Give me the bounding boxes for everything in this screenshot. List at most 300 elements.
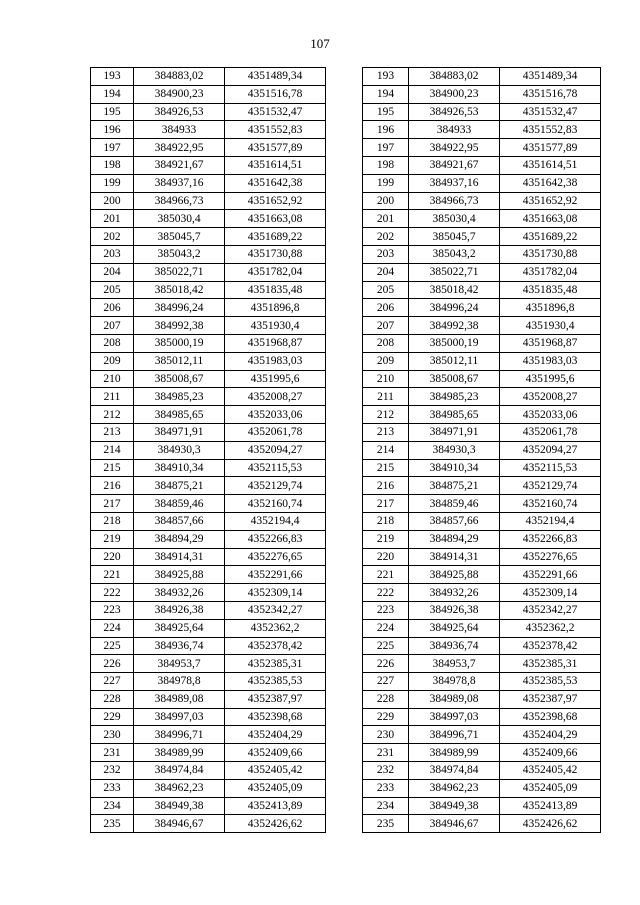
table-row [363,744,601,762]
y-coordinate-cell: 4352266,83 [225,530,326,548]
point-number-cell: 209 [363,352,409,370]
point-number-cell: 207 [91,317,134,335]
y-coordinate-cell: 4351614,51 [500,156,601,174]
point-number-cell: 201 [91,210,134,228]
x-coordinate-cell: 384992,38 [409,317,500,335]
table-row [363,406,601,424]
y-coordinate-cell: 4351930,4 [500,317,601,335]
table-row [363,156,601,174]
table-row [363,779,601,797]
table-row [91,210,326,228]
x-coordinate-cell: 385030,4 [409,210,500,228]
table-row [363,192,601,210]
point-number-cell: 228 [91,690,134,708]
x-coordinate-cell: 384936,74 [134,637,225,655]
y-coordinate-cell: 4351663,08 [225,210,326,228]
point-number-cell: 204 [91,263,134,281]
y-coordinate-cell: 4352033,06 [500,406,601,424]
table-row [91,797,326,815]
point-number-cell: 203 [91,245,134,263]
y-coordinate-cell: 4352385,53 [500,673,601,691]
table-row [91,245,326,263]
y-coordinate-cell: 4352309,14 [500,584,601,602]
y-coordinate-cell: 4351663,08 [500,210,601,228]
y-coordinate-cell: 4351532,47 [500,103,601,121]
point-number-cell: 222 [363,584,409,602]
point-number-cell: 201 [363,210,409,228]
point-number-cell: 225 [91,637,134,655]
point-number-cell: 220 [91,548,134,566]
point-number-cell: 200 [363,192,409,210]
x-coordinate-cell: 385012,11 [134,352,225,370]
table-row [363,762,601,780]
point-number-cell: 214 [363,441,409,459]
y-coordinate-cell: 4351835,48 [500,281,601,299]
x-coordinate-cell: 384946,67 [134,815,225,833]
y-coordinate-cell: 4351782,04 [500,263,601,281]
x-coordinate-cell: 384996,71 [409,726,500,744]
table-row [363,584,601,602]
x-coordinate-cell: 384997,03 [134,708,225,726]
table-row [91,103,326,121]
table-row [91,192,326,210]
table-row [91,156,326,174]
y-coordinate-cell: 4352160,74 [225,495,326,513]
y-coordinate-cell: 4351983,03 [225,352,326,370]
y-coordinate-cell: 4351968,87 [225,334,326,352]
y-coordinate-cell: 4351835,48 [225,281,326,299]
y-coordinate-cell: 4351995,6 [225,370,326,388]
x-coordinate-cell: 384985,65 [134,406,225,424]
y-coordinate-cell: 4351532,47 [225,103,326,121]
x-coordinate-cell: 384997,03 [409,708,500,726]
x-coordinate-cell: 384953,7 [134,655,225,673]
point-number-cell: 215 [91,459,134,477]
table-row [91,601,326,619]
y-coordinate-cell: 4352061,78 [500,423,601,441]
point-number-cell: 223 [91,601,134,619]
x-coordinate-cell: 385012,11 [409,352,500,370]
x-coordinate-cell: 384978,8 [134,673,225,691]
y-coordinate-cell: 4351689,22 [225,228,326,246]
y-coordinate-cell: 4351489,34 [225,68,326,86]
x-coordinate-cell: 384925,64 [134,619,225,637]
table-row [363,281,601,299]
table-row [91,584,326,602]
x-coordinate-cell: 384989,08 [134,690,225,708]
x-coordinate-cell: 384925,88 [409,566,500,584]
x-coordinate-cell: 384875,21 [134,477,225,495]
page-number: 107 [310,36,330,51]
x-coordinate-cell: 385045,7 [134,228,225,246]
table-row [363,708,601,726]
point-number-cell: 225 [363,637,409,655]
table-row [363,601,601,619]
x-coordinate-cell: 385030,4 [134,210,225,228]
y-coordinate-cell: 4352342,27 [500,601,601,619]
table-row [363,388,601,406]
y-coordinate-cell: 4352309,14 [225,584,326,602]
point-number-cell: 216 [363,477,409,495]
point-number-cell: 193 [363,68,409,86]
point-number-cell: 218 [91,512,134,530]
point-number-cell: 230 [363,726,409,744]
x-coordinate-cell: 385045,7 [409,228,500,246]
table-row [363,352,601,370]
x-coordinate-cell: 384962,23 [134,779,225,797]
table-row [91,121,326,139]
y-coordinate-cell: 4352276,65 [500,548,601,566]
table-row [91,690,326,708]
point-number-cell: 208 [91,334,134,352]
point-number-cell: 200 [91,192,134,210]
point-number-cell: 196 [363,121,409,139]
point-number-cell: 212 [363,406,409,424]
point-number-cell: 195 [91,103,134,121]
y-coordinate-cell: 4351516,78 [500,85,601,103]
table-row [91,673,326,691]
x-coordinate-cell: 384985,65 [409,406,500,424]
table-row [91,726,326,744]
y-coordinate-cell: 4352405,42 [225,762,326,780]
y-coordinate-cell: 4352426,62 [225,815,326,833]
point-number-cell: 234 [91,797,134,815]
x-coordinate-cell: 384922,95 [409,139,500,157]
point-number-cell: 222 [91,584,134,602]
coordinates-table-right [362,67,601,833]
x-coordinate-cell: 385043,2 [409,245,500,263]
x-coordinate-cell: 384922,95 [134,139,225,157]
y-coordinate-cell: 4352194,4 [500,512,601,530]
table-row [363,619,601,637]
x-coordinate-cell: 384949,38 [134,797,225,815]
x-coordinate-cell: 384894,29 [134,530,225,548]
x-coordinate-cell: 384910,34 [134,459,225,477]
x-coordinate-cell: 384859,46 [409,495,500,513]
table-row [91,299,326,317]
y-coordinate-cell: 4352362,2 [225,619,326,637]
table-row [91,334,326,352]
table-row [363,815,601,833]
table-row [363,459,601,477]
x-coordinate-cell: 384978,8 [409,673,500,691]
x-coordinate-cell: 385022,71 [134,263,225,281]
table-row [91,388,326,406]
x-coordinate-cell: 384883,02 [134,68,225,86]
table-row [91,744,326,762]
y-coordinate-cell: 4351652,92 [225,192,326,210]
point-number-cell: 219 [91,530,134,548]
y-coordinate-cell: 4352129,74 [225,477,326,495]
table-row [91,708,326,726]
x-coordinate-cell: 384875,21 [409,477,500,495]
y-coordinate-cell: 4351652,92 [500,192,601,210]
y-coordinate-cell: 4352094,27 [225,441,326,459]
y-coordinate-cell: 4351489,34 [500,68,601,86]
y-coordinate-cell: 4351983,03 [500,352,601,370]
y-coordinate-cell: 4352426,62 [500,815,601,833]
x-coordinate-cell: 384926,53 [409,103,500,121]
table-row [91,317,326,335]
table-row [91,815,326,833]
table-row [363,690,601,708]
point-number-cell: 213 [363,423,409,441]
table-row [91,495,326,513]
table-row [363,174,601,192]
y-coordinate-cell: 4352342,27 [225,601,326,619]
point-number-cell: 210 [91,370,134,388]
x-coordinate-cell: 384932,26 [134,584,225,602]
table-row [91,762,326,780]
x-coordinate-cell: 384933 [134,121,225,139]
y-coordinate-cell: 4352385,31 [225,655,326,673]
y-coordinate-cell: 4352413,89 [225,797,326,815]
x-coordinate-cell: 384883,02 [409,68,500,86]
y-coordinate-cell: 4351614,51 [225,156,326,174]
point-number-cell: 202 [363,228,409,246]
coordinates-table-left [90,67,326,833]
y-coordinate-cell: 4351730,88 [225,245,326,263]
table-row [363,566,601,584]
y-coordinate-cell: 4352409,66 [225,744,326,762]
x-coordinate-cell: 384996,71 [134,726,225,744]
x-coordinate-cell: 384971,91 [409,423,500,441]
x-coordinate-cell: 385000,19 [134,334,225,352]
y-coordinate-cell: 4352385,31 [500,655,601,673]
table-row [363,548,601,566]
y-coordinate-cell: 4352115,53 [225,459,326,477]
y-coordinate-cell: 4351782,04 [225,263,326,281]
y-coordinate-cell: 4352387,97 [500,690,601,708]
y-coordinate-cell: 4351642,38 [225,174,326,192]
point-number-cell: 226 [363,655,409,673]
y-coordinate-cell: 4352291,66 [225,566,326,584]
y-coordinate-cell: 4352160,74 [500,495,601,513]
x-coordinate-cell: 384926,38 [409,601,500,619]
x-coordinate-cell: 384936,74 [409,637,500,655]
point-number-cell: 198 [91,156,134,174]
table-row [363,317,601,335]
y-coordinate-cell: 4351896,8 [500,299,601,317]
point-number-cell: 232 [91,762,134,780]
table-row [91,566,326,584]
table-row [91,228,326,246]
table-row [363,210,601,228]
y-coordinate-cell: 4352405,09 [500,779,601,797]
point-number-cell: 210 [363,370,409,388]
point-number-cell: 233 [91,779,134,797]
table-row [363,441,601,459]
y-coordinate-cell: 4352405,42 [500,762,601,780]
point-number-cell: 233 [363,779,409,797]
point-number-cell: 194 [91,85,134,103]
y-coordinate-cell: 4352033,06 [225,406,326,424]
table-row [91,174,326,192]
y-coordinate-cell: 4352398,68 [225,708,326,726]
point-number-cell: 202 [91,228,134,246]
x-coordinate-cell: 384926,38 [134,601,225,619]
point-number-cell: 203 [363,245,409,263]
point-number-cell: 217 [363,495,409,513]
x-coordinate-cell: 384974,84 [409,762,500,780]
x-coordinate-cell: 384974,84 [134,762,225,780]
y-coordinate-cell: 4352008,27 [500,388,601,406]
table-row [91,459,326,477]
y-coordinate-cell: 4352362,2 [500,619,601,637]
y-coordinate-cell: 4351552,83 [225,121,326,139]
point-number-cell: 235 [91,815,134,833]
point-number-cell: 220 [363,548,409,566]
point-number-cell: 230 [91,726,134,744]
point-number-cell: 216 [91,477,134,495]
point-number-cell: 219 [363,530,409,548]
x-coordinate-cell: 385000,19 [409,334,500,352]
x-coordinate-cell: 384930,3 [134,441,225,459]
y-coordinate-cell: 4352291,66 [500,566,601,584]
x-coordinate-cell: 385008,67 [409,370,500,388]
x-coordinate-cell: 384992,38 [134,317,225,335]
x-coordinate-cell: 385018,42 [409,281,500,299]
point-number-cell: 207 [363,317,409,335]
x-coordinate-cell: 384900,23 [134,85,225,103]
point-number-cell: 204 [363,263,409,281]
table-row [363,637,601,655]
y-coordinate-cell: 4351689,22 [500,228,601,246]
y-coordinate-cell: 4352398,68 [500,708,601,726]
x-coordinate-cell: 384937,16 [134,174,225,192]
point-number-cell: 232 [363,762,409,780]
y-coordinate-cell: 4352385,53 [225,673,326,691]
table-row [91,779,326,797]
y-coordinate-cell: 4352378,42 [500,637,601,655]
table-row [363,228,601,246]
y-coordinate-cell: 4352115,53 [500,459,601,477]
point-number-cell: 229 [91,708,134,726]
x-coordinate-cell: 385022,71 [409,263,500,281]
table-row [363,121,601,139]
y-coordinate-cell: 4352008,27 [225,388,326,406]
x-coordinate-cell: 384996,24 [134,299,225,317]
point-number-cell: 221 [363,566,409,584]
table-row [91,263,326,281]
x-coordinate-cell: 384857,66 [409,512,500,530]
point-number-cell: 194 [363,85,409,103]
point-number-cell: 195 [363,103,409,121]
y-coordinate-cell: 4352194,4 [225,512,326,530]
y-coordinate-cell: 4351930,4 [225,317,326,335]
y-coordinate-cell: 4352094,27 [500,441,601,459]
x-coordinate-cell: 384985,23 [134,388,225,406]
x-coordinate-cell: 385008,67 [134,370,225,388]
x-coordinate-cell: 384914,31 [409,548,500,566]
point-number-cell: 206 [91,299,134,317]
x-coordinate-cell: 384953,7 [409,655,500,673]
x-coordinate-cell: 384989,08 [409,690,500,708]
x-coordinate-cell: 384966,73 [134,192,225,210]
point-number-cell: 223 [363,601,409,619]
y-coordinate-cell: 4352413,89 [500,797,601,815]
y-coordinate-cell: 4352409,66 [500,744,601,762]
table-row [363,495,601,513]
x-coordinate-cell: 384857,66 [134,512,225,530]
y-coordinate-cell: 4351552,83 [500,121,601,139]
y-coordinate-cell: 4352387,97 [225,690,326,708]
table-row [91,352,326,370]
y-coordinate-cell: 4351968,87 [500,334,601,352]
table-row [91,68,326,86]
point-number-cell: 199 [91,174,134,192]
point-number-cell: 205 [363,281,409,299]
point-number-cell: 218 [363,512,409,530]
point-number-cell: 226 [91,655,134,673]
table-row [91,530,326,548]
point-number-cell: 224 [363,619,409,637]
point-number-cell: 229 [363,708,409,726]
point-number-cell: 227 [363,673,409,691]
point-number-cell: 209 [91,352,134,370]
table-row [363,139,601,157]
table-row [363,103,601,121]
x-coordinate-cell: 384932,26 [409,584,500,602]
table-row [363,334,601,352]
table-row [363,726,601,744]
table-row [363,263,601,281]
point-number-cell: 212 [91,406,134,424]
x-coordinate-cell: 384921,67 [134,156,225,174]
x-coordinate-cell: 384962,23 [409,779,500,797]
table-row [91,477,326,495]
table-row [91,370,326,388]
point-number-cell: 208 [363,334,409,352]
x-coordinate-cell: 384966,73 [409,192,500,210]
x-coordinate-cell: 384949,38 [409,797,500,815]
x-coordinate-cell: 385043,2 [134,245,225,263]
x-coordinate-cell: 384996,24 [409,299,500,317]
table-row [363,673,601,691]
point-number-cell: 217 [91,495,134,513]
x-coordinate-cell: 384985,23 [409,388,500,406]
y-coordinate-cell: 4352405,09 [225,779,326,797]
x-coordinate-cell: 384989,99 [134,744,225,762]
table-row [363,299,601,317]
table-row [363,370,601,388]
table-row [91,655,326,673]
x-coordinate-cell: 384937,16 [409,174,500,192]
table-row [363,530,601,548]
point-number-cell: 231 [91,744,134,762]
table-row [91,406,326,424]
table-row [363,423,601,441]
table-row [91,619,326,637]
x-coordinate-cell: 384914,31 [134,548,225,566]
y-coordinate-cell: 4351577,89 [500,139,601,157]
point-number-cell: 211 [363,388,409,406]
x-coordinate-cell: 384926,53 [134,103,225,121]
y-coordinate-cell: 4352378,42 [225,637,326,655]
x-coordinate-cell: 384930,3 [409,441,500,459]
y-coordinate-cell: 4352276,65 [225,548,326,566]
y-coordinate-cell: 4351730,88 [500,245,601,263]
point-number-cell: 206 [363,299,409,317]
x-coordinate-cell: 384925,64 [409,619,500,637]
table-row [363,512,601,530]
table-row [91,637,326,655]
table-row [363,245,601,263]
x-coordinate-cell: 384971,91 [134,423,225,441]
x-coordinate-cell: 384946,67 [409,815,500,833]
y-coordinate-cell: 4352061,78 [225,423,326,441]
table-row [91,85,326,103]
